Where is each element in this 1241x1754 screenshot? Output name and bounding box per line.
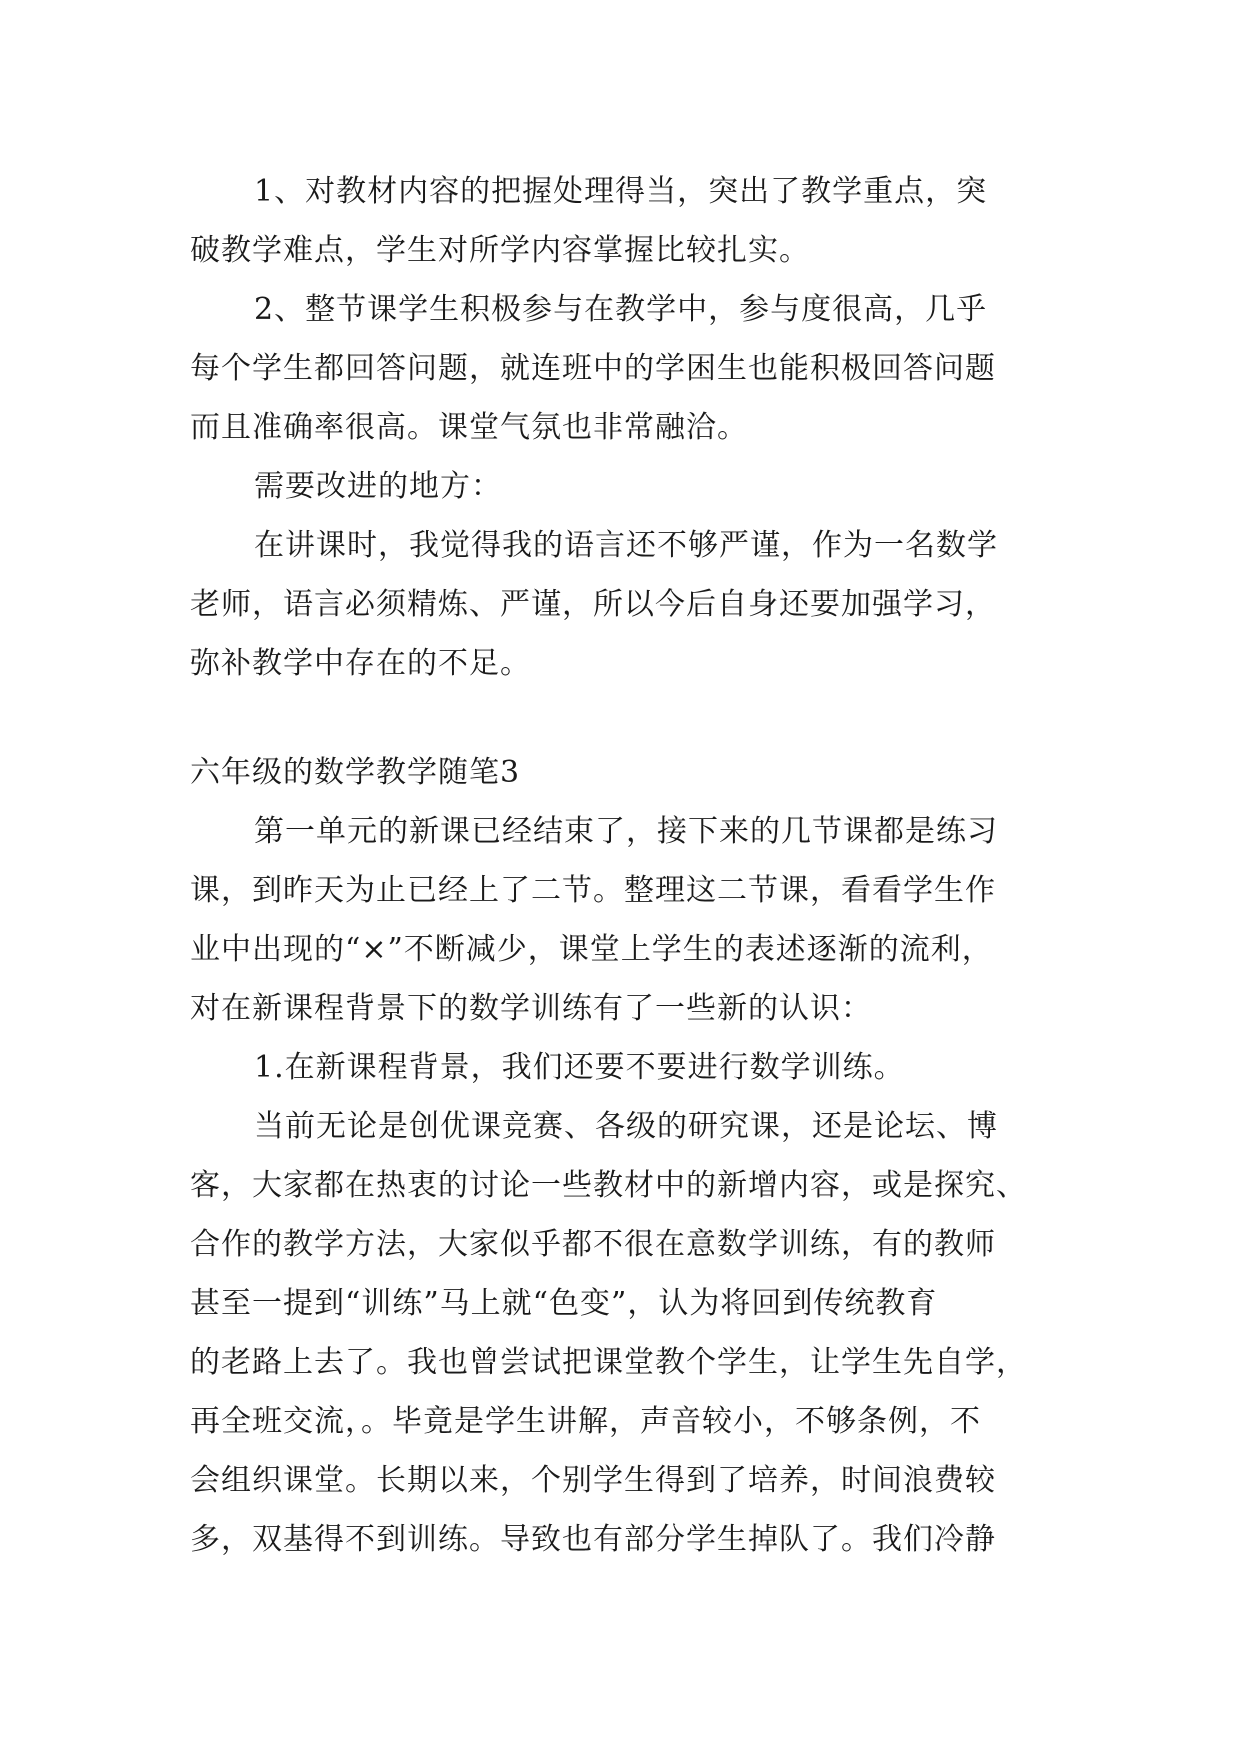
text-line: 合作的教学方法，大家似乎都不很在意数学训练，有的教师 xyxy=(190,1227,996,1262)
section-heading: 六年级的数学教学随笔3 xyxy=(190,755,521,790)
document-body xyxy=(190,162,1050,1569)
text-line: 甚至一提到“训练”马上就“色变”，认为将回到传统教育 xyxy=(190,1286,938,1321)
text-line: 而且准确率很高。课堂气氛也非常融洽。 xyxy=(190,410,748,445)
paragraph-participation xyxy=(190,280,1050,457)
paragraph-unit-summary xyxy=(190,802,1050,1038)
text-line: 会组织课堂。长期以来，个别学生得到了培养，时间浪费较 xyxy=(190,1463,996,1498)
text-line: 需要改进的地方： xyxy=(254,469,502,504)
text-line: 每个学生都回答问题，就连班中的学困生也能积极回答问题 xyxy=(190,351,996,386)
paragraph-question-one xyxy=(190,1038,1050,1097)
text-line: 破教学难点，学生对所学内容掌握比较扎实。 xyxy=(190,233,810,268)
paragraph-improvement-detail xyxy=(190,516,1050,693)
text-line: 1、对教材内容的把握处理得当，突出了教学重点，突 xyxy=(254,174,988,209)
paragraph-improvement-label xyxy=(190,457,1050,516)
text-line: 2、整节课学生积极参与在教学中，参与度很高，几乎 xyxy=(254,292,988,327)
text-line: 课，到昨天为止已经上了二节。整理这二节课，看看学生作 xyxy=(190,873,996,908)
text-line: 的老路上去了。我也曾尝试把课堂教个学生，让学生先自学， xyxy=(190,1345,1027,1380)
paragraph-grasp-content xyxy=(190,162,1050,280)
text-line: 在讲课时，我觉得我的语言还不够严谨，作为一名数学 xyxy=(254,528,998,563)
paragraph-current-discussion xyxy=(190,1097,1050,1569)
text-line: 多，双基得不到训练。导致也有部分学生掉队了。我们冷静 xyxy=(190,1522,996,1557)
text-line: 弥补教学中存在的不足。 xyxy=(190,646,531,681)
text-line: 业中出现的“×”不断减少，课堂上学生的表述逐渐的流利， xyxy=(190,932,993,967)
text-line: 对在新课程背景下的数学训练有了一些新的认识： xyxy=(190,991,872,1026)
text-line: 第一单元的新课已经结束了，接下来的几节课都是练习 xyxy=(254,814,998,849)
text-line: 1.在新课程背景，我们还要不要进行数学训练。 xyxy=(254,1050,905,1085)
text-line: 客，大家都在热衷的讨论一些教材中的新增内容，或是探究、 xyxy=(190,1168,1027,1203)
text-line: 老师，语言必须精炼、严谨，所以今后自身还要加强学习， xyxy=(190,587,996,622)
text-line: 再全班交流，。毕竟是学生讲解，声音较小，不够条例，不 xyxy=(190,1404,981,1439)
text-line: 当前无论是创优课竞赛、各级的研究课，还是论坛、博 xyxy=(254,1109,998,1144)
